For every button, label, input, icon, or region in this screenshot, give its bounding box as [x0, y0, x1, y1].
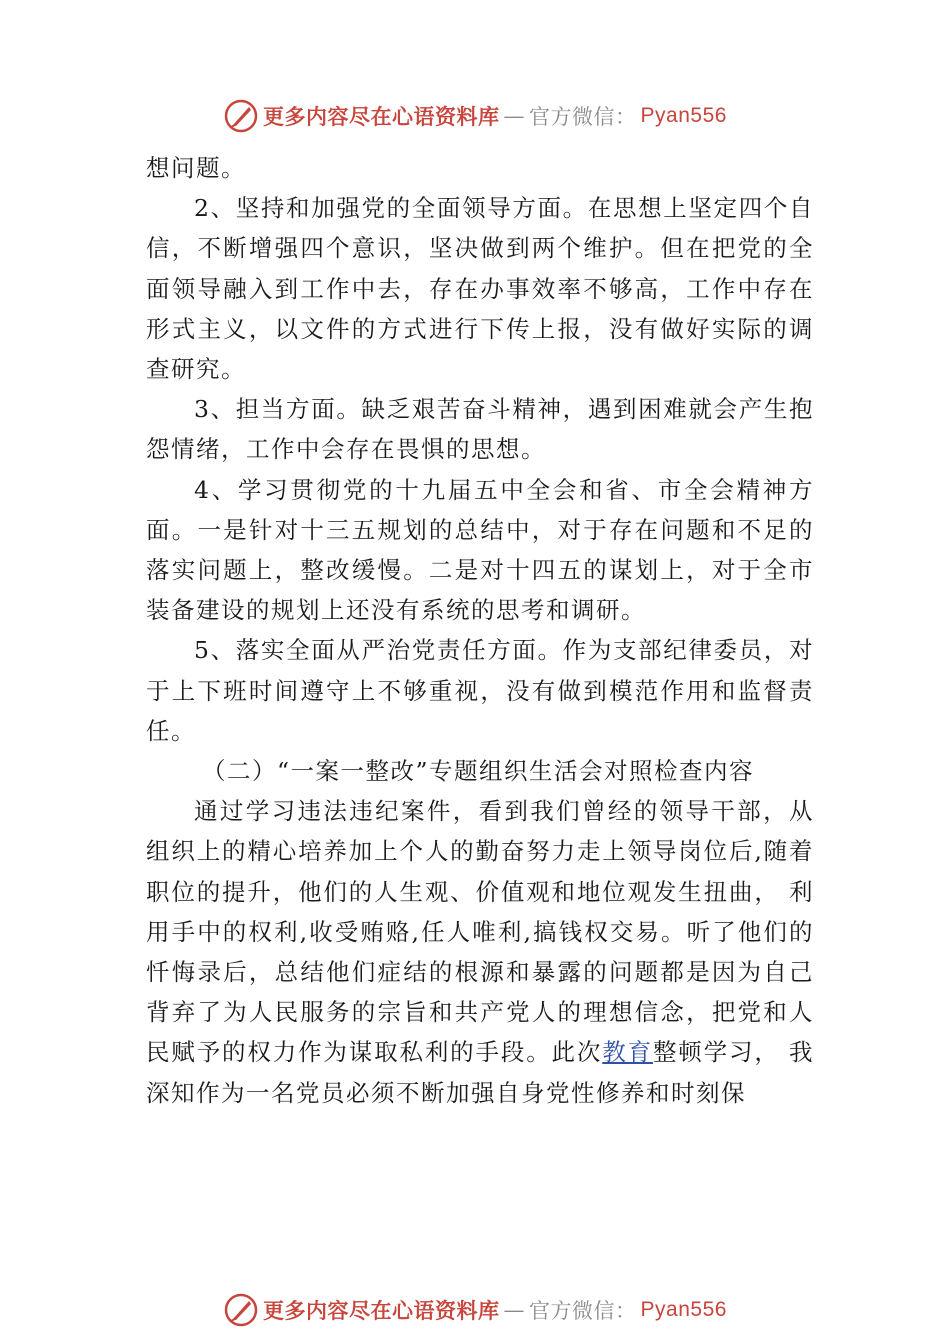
paragraph-item-5: 5、落实全面从严治党责任方面。作为支部纪律委员，对于上下班时间遵守上不够重视，没有做到模范作用和监督责任。 [146, 636, 814, 745]
paragraph-text-after-link: 整顿学习， 我深知作为一名党员必须不断加强自身党性修养和时刻保 [146, 1038, 815, 1107]
banner-title: 更多内容尽在心语资料库 [263, 104, 500, 129]
quill-logo-icon [223, 1292, 259, 1328]
section-heading: （二）“一案一整改”专题组织生活会对照检查内容 [202, 757, 755, 786]
header-banner [0, 96, 950, 136]
paragraph-continuation: 想问题。 [146, 154, 246, 182]
banner-dash: — [503, 104, 526, 128]
banner-wechat-id: Pyan556 [640, 104, 727, 127]
education-link[interactable]: 教育 [602, 1038, 653, 1067]
paragraph-item-3: 3、担当方面。缺乏艰苦奋斗精神，遇到困难就会产生抱怨情绪，工作中会存在畏惧的思想。 [146, 395, 814, 464]
banner-title: 更多内容尽在心语资料库 [263, 1298, 500, 1323]
banner-dash: — [503, 1298, 526, 1322]
document-body [146, 148, 814, 1113]
paragraph-text-before-link: 通过学习违法违纪案件，看到我们曾经的领导干部，从组织上的精心培养加上个人的勤奋努力走上领导岗位后,随着职位的提升，他们的人生观、价值观和地位观发生扭曲， 利用手中的权利,收受贿赂,任人唯利,搞钱权交易。听了他们的忏悔录后，总结他们症结的根源和暴露的问题都是因为自己背弃了为人民服务的宗旨和共产党人的理想信念，把党和人民赋予的权力作为谋取私利的手段。此次 [146, 797, 814, 1067]
paragraph-item-4: 4、学习贯彻党的十九届五中全会和省、市全会精神方面。一是针对十三五规划的总结中，对于存在问题和不足的落实问题上，整改缓慢。二是对十四五的谋划上，对于全市装备建设的规划上还没有系统的思考和调研。 [146, 475, 814, 625]
paragraph-item-2: 2、坚持和加强党的全面领导方面。在思想上坚定四个自信，不断增强四个意识，坚决做到两个维护。但在把党的全面领导融入到工作中去，存在办事效率不够高，工作中存在形式主义，以文件的方式进行下传上报，没有做好实际的调查研究。 [146, 194, 814, 384]
paragraph-body [146, 791, 814, 1113]
banner-label: 官方微信： [529, 105, 637, 129]
banner-wechat-id: Pyan556 [640, 1298, 727, 1321]
quill-logo-icon [223, 98, 259, 134]
banner-label: 官方微信： [529, 1299, 637, 1323]
footer-banner [0, 1290, 950, 1330]
